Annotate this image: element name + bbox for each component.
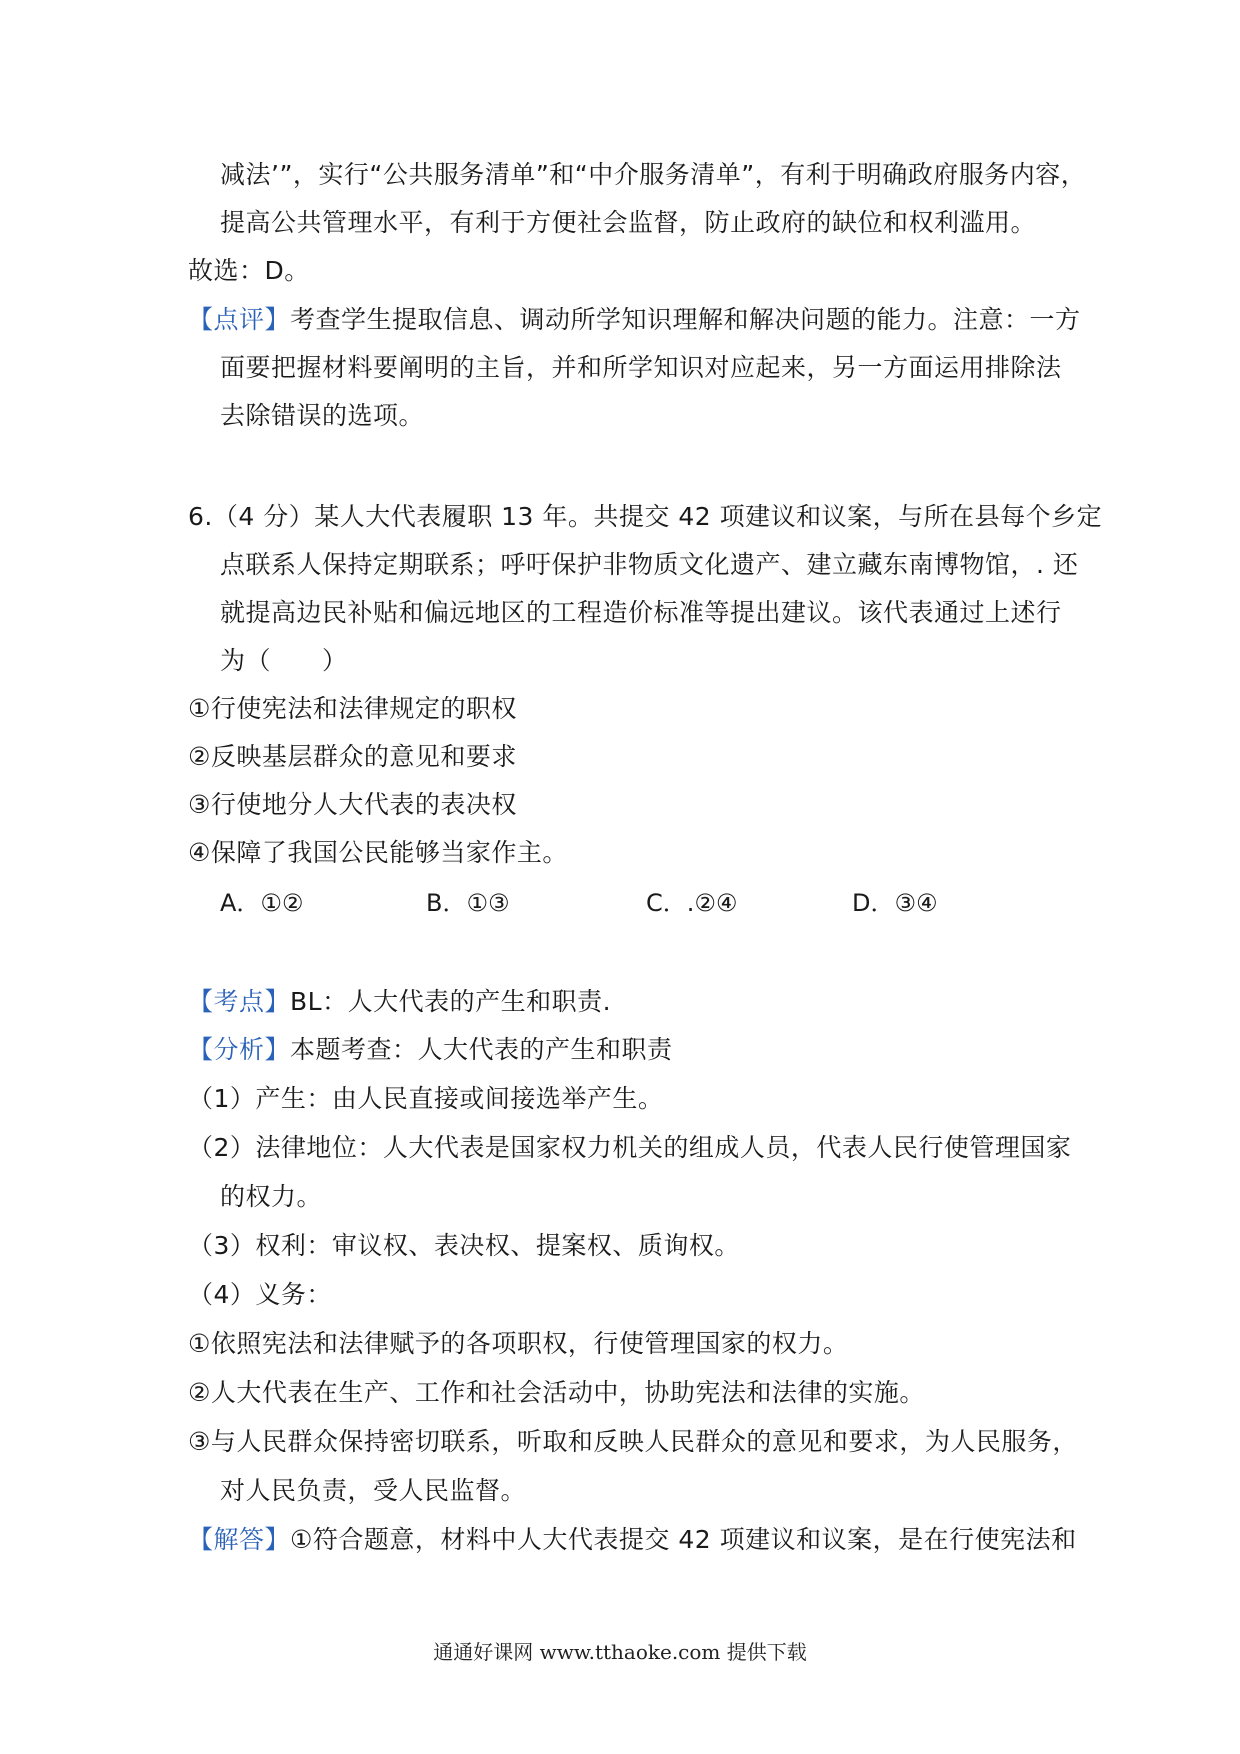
- question-stem: 就提高边民补贴和偏远地区的工程造价标准等提出建议。该代表通过上述行: [220, 598, 1062, 627]
- statement: ②反映基层群众的意见和要求: [188, 742, 517, 771]
- kaodian-tag: 【考点】: [188, 987, 291, 1016]
- kaodian-line: [188, 985, 611, 1019]
- fenxi-item: ③与人民群众保持密切联系，听取和反映人民群众的意见和要求，为人民服务，: [188, 1427, 1078, 1456]
- statement: ①行使宪法和法律规定的职权: [188, 694, 517, 723]
- fenxi-tag: 【分析】: [188, 1035, 291, 1064]
- comment-text: 考查学生提取信息、调动所学知识理解和解决问题的能力。注意：一方: [290, 305, 1081, 334]
- question-stem: 为（ ）: [220, 646, 348, 675]
- jieda-line: [188, 1523, 1077, 1557]
- fenxi-item: 的权力。: [220, 1182, 323, 1211]
- answer-choice: 故选：D。: [188, 256, 310, 285]
- fenxi-item: ②人大代表在生产、工作和社会活动中，协助宪法和法律的实施。: [188, 1378, 925, 1407]
- fenxi-item: （1）产生：由人民直接或间接选举产生。: [188, 1084, 664, 1113]
- question-stem: 6.（4 分）某人大代表履职 13 年。共提交 42 项建议和议案，与所在县每个乡定: [188, 502, 1103, 531]
- fenxi-item: （2）法律地位：人大代表是国家权力机关的组成人员，代表人民行使管理国家: [188, 1133, 1072, 1162]
- comment-line: 面要把握材料要阐明的主旨，并和所学知识对应起来，另一方面运用排除法: [220, 353, 1062, 382]
- statement: ④保障了我国公民能够当家作主。: [188, 838, 568, 867]
- option-d: D．③④: [852, 889, 938, 917]
- option-a: A．①②: [220, 889, 304, 917]
- fenxi-item: 对人民负责，受人民监督。: [220, 1476, 527, 1505]
- answer-line: 减法’”，实行“公共服务清单”和“中介服务清单”，有利于明确政府服务内容，: [220, 160, 1087, 189]
- comment-line: [188, 303, 1081, 337]
- comment-tag: 【点评】: [188, 305, 291, 334]
- fenxi-line: [188, 1033, 673, 1067]
- option-b: B．①③: [426, 889, 510, 917]
- answer-line: 提高公共管理水平，有利于方便社会监督，防止政府的缺位和权利滥用。: [220, 208, 1037, 237]
- fenxi-item: （3）权利：审议权、表决权、提案权、质询权。: [188, 1231, 740, 1260]
- jieda-tag: 【解答】: [188, 1525, 291, 1554]
- statement: ③行使地分人大代表的表决权: [188, 790, 517, 819]
- page-footer: 通通好课网 www.tthaoke.com 提供下载: [433, 1640, 807, 1664]
- jieda-text: ①符合题意，材料中人大代表提交 42 项建议和议案，是在行使宪法和: [290, 1525, 1077, 1554]
- fenxi-item: （4）义务：: [188, 1280, 332, 1309]
- comment-line: 去除错误的选项。: [220, 401, 425, 430]
- question-stem: 点联系人保持定期联系；呼吁保护非物质文化遗产、建立藏东南博物馆，. 还: [220, 550, 1079, 579]
- kaodian-text: BL：人大代表的产生和职责.: [290, 987, 612, 1016]
- fenxi-text: 本题考查：人大代表的产生和职责: [290, 1035, 673, 1064]
- option-c: C．.②④: [646, 889, 738, 917]
- fenxi-item: ①依照宪法和法律赋予的各项职权，行使管理国家的权力。: [188, 1329, 849, 1358]
